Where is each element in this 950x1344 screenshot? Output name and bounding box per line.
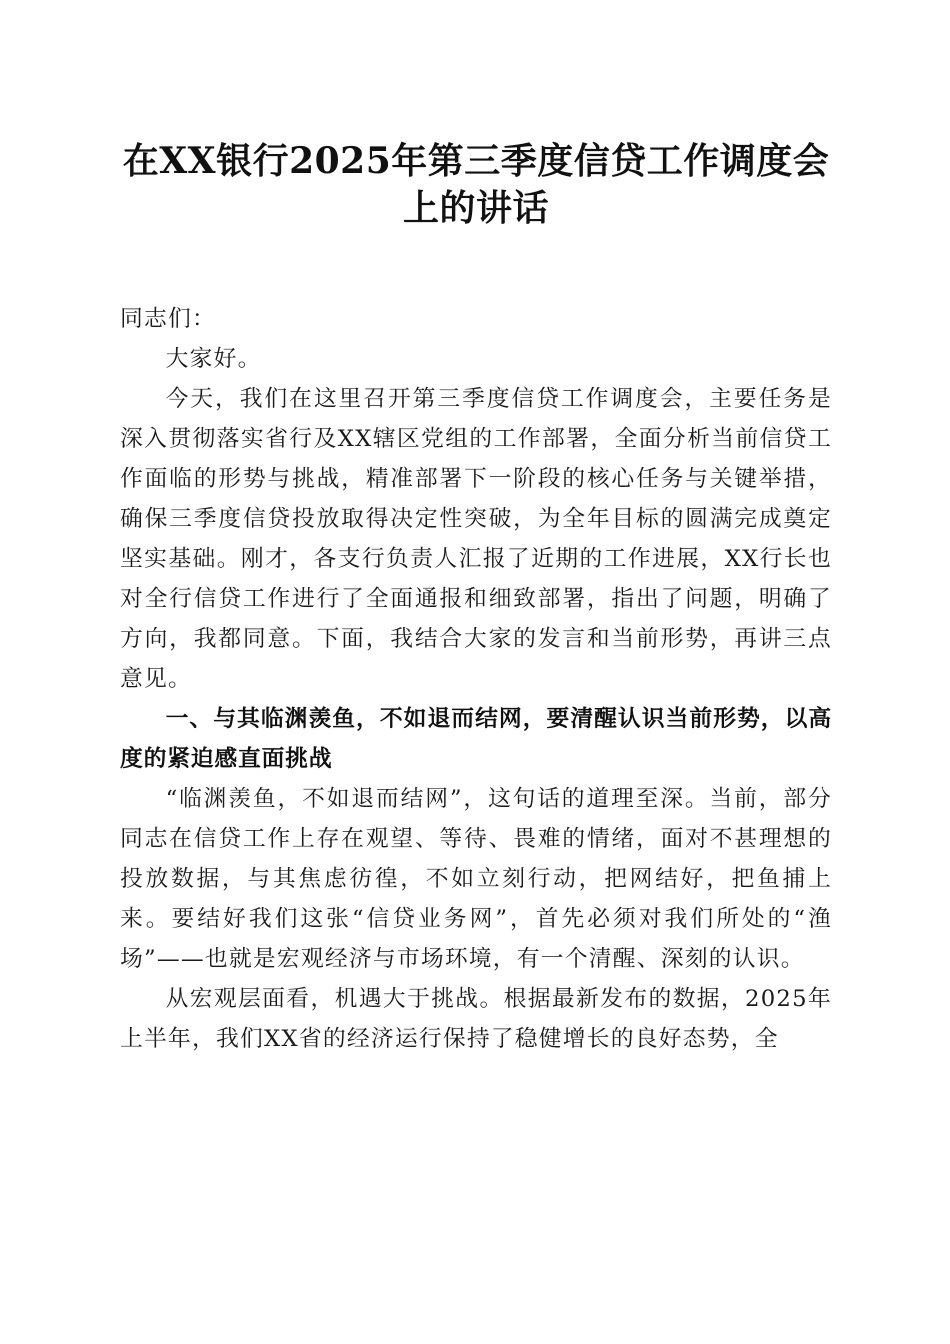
intro-paragraph: 今天，我们在这里召开第三季度信贷工作调度会，主要任务是深入贯彻落实省行及XX辖区党组的工作部署，全面分析当前信贷工作面临的形势与挑战，精准部署下一阶段的核心任务与关键举措，确保三季度信贷投放取得决定性突破，为全年目标的圆满完成奠定坚实基础。刚才，各支行负责人汇报了近期的工作进展，XX行长也对全行信贷工作进行了全面通报和细致部署，指出了问题，明确了方向，我都同意。下面，我结合大家的发言和当前形势，再讲三点意见。 [120, 386, 832, 692]
section-1-paragraph-2: 从宏观层面看，机遇大于挑战。根据最新发布的数据，2025年上半年，我们XX省的经济运行保持了稳健增长的良好态势，全 [120, 986, 832, 1052]
title-line-1: 在XX银行2025年第三季度信贷工作调度会 [122, 140, 830, 182]
title-line-2: 上的讲话 [402, 187, 549, 229]
document-page [120, 138, 832, 1059]
section-1-paragraph-1: “临渊羡鱼，不如退而结网”，这句话的道理至深。当前，部分同志在信贷工作上存在观望、等待、畏难的情绪，面对不甚理想的投放数据，与其焦虑彷徨，不如立刻行动，把网结好，把鱼捕上来。要结好我们这张“信贷业务网”，首先必须对我们所处的“渔场”——也就是宏观经济与市场环境，有一个清醒、深刻的认识。 [120, 786, 832, 972]
salutation: 同志们： [120, 306, 216, 332]
document-title [120, 138, 832, 232]
section-1-heading: 一、与其临渊羡鱼，不如退而结网，要清醒认识当前形势，以高度的紧迫感直面挑战 [120, 706, 832, 772]
greeting: 大家好。 [165, 346, 262, 372]
